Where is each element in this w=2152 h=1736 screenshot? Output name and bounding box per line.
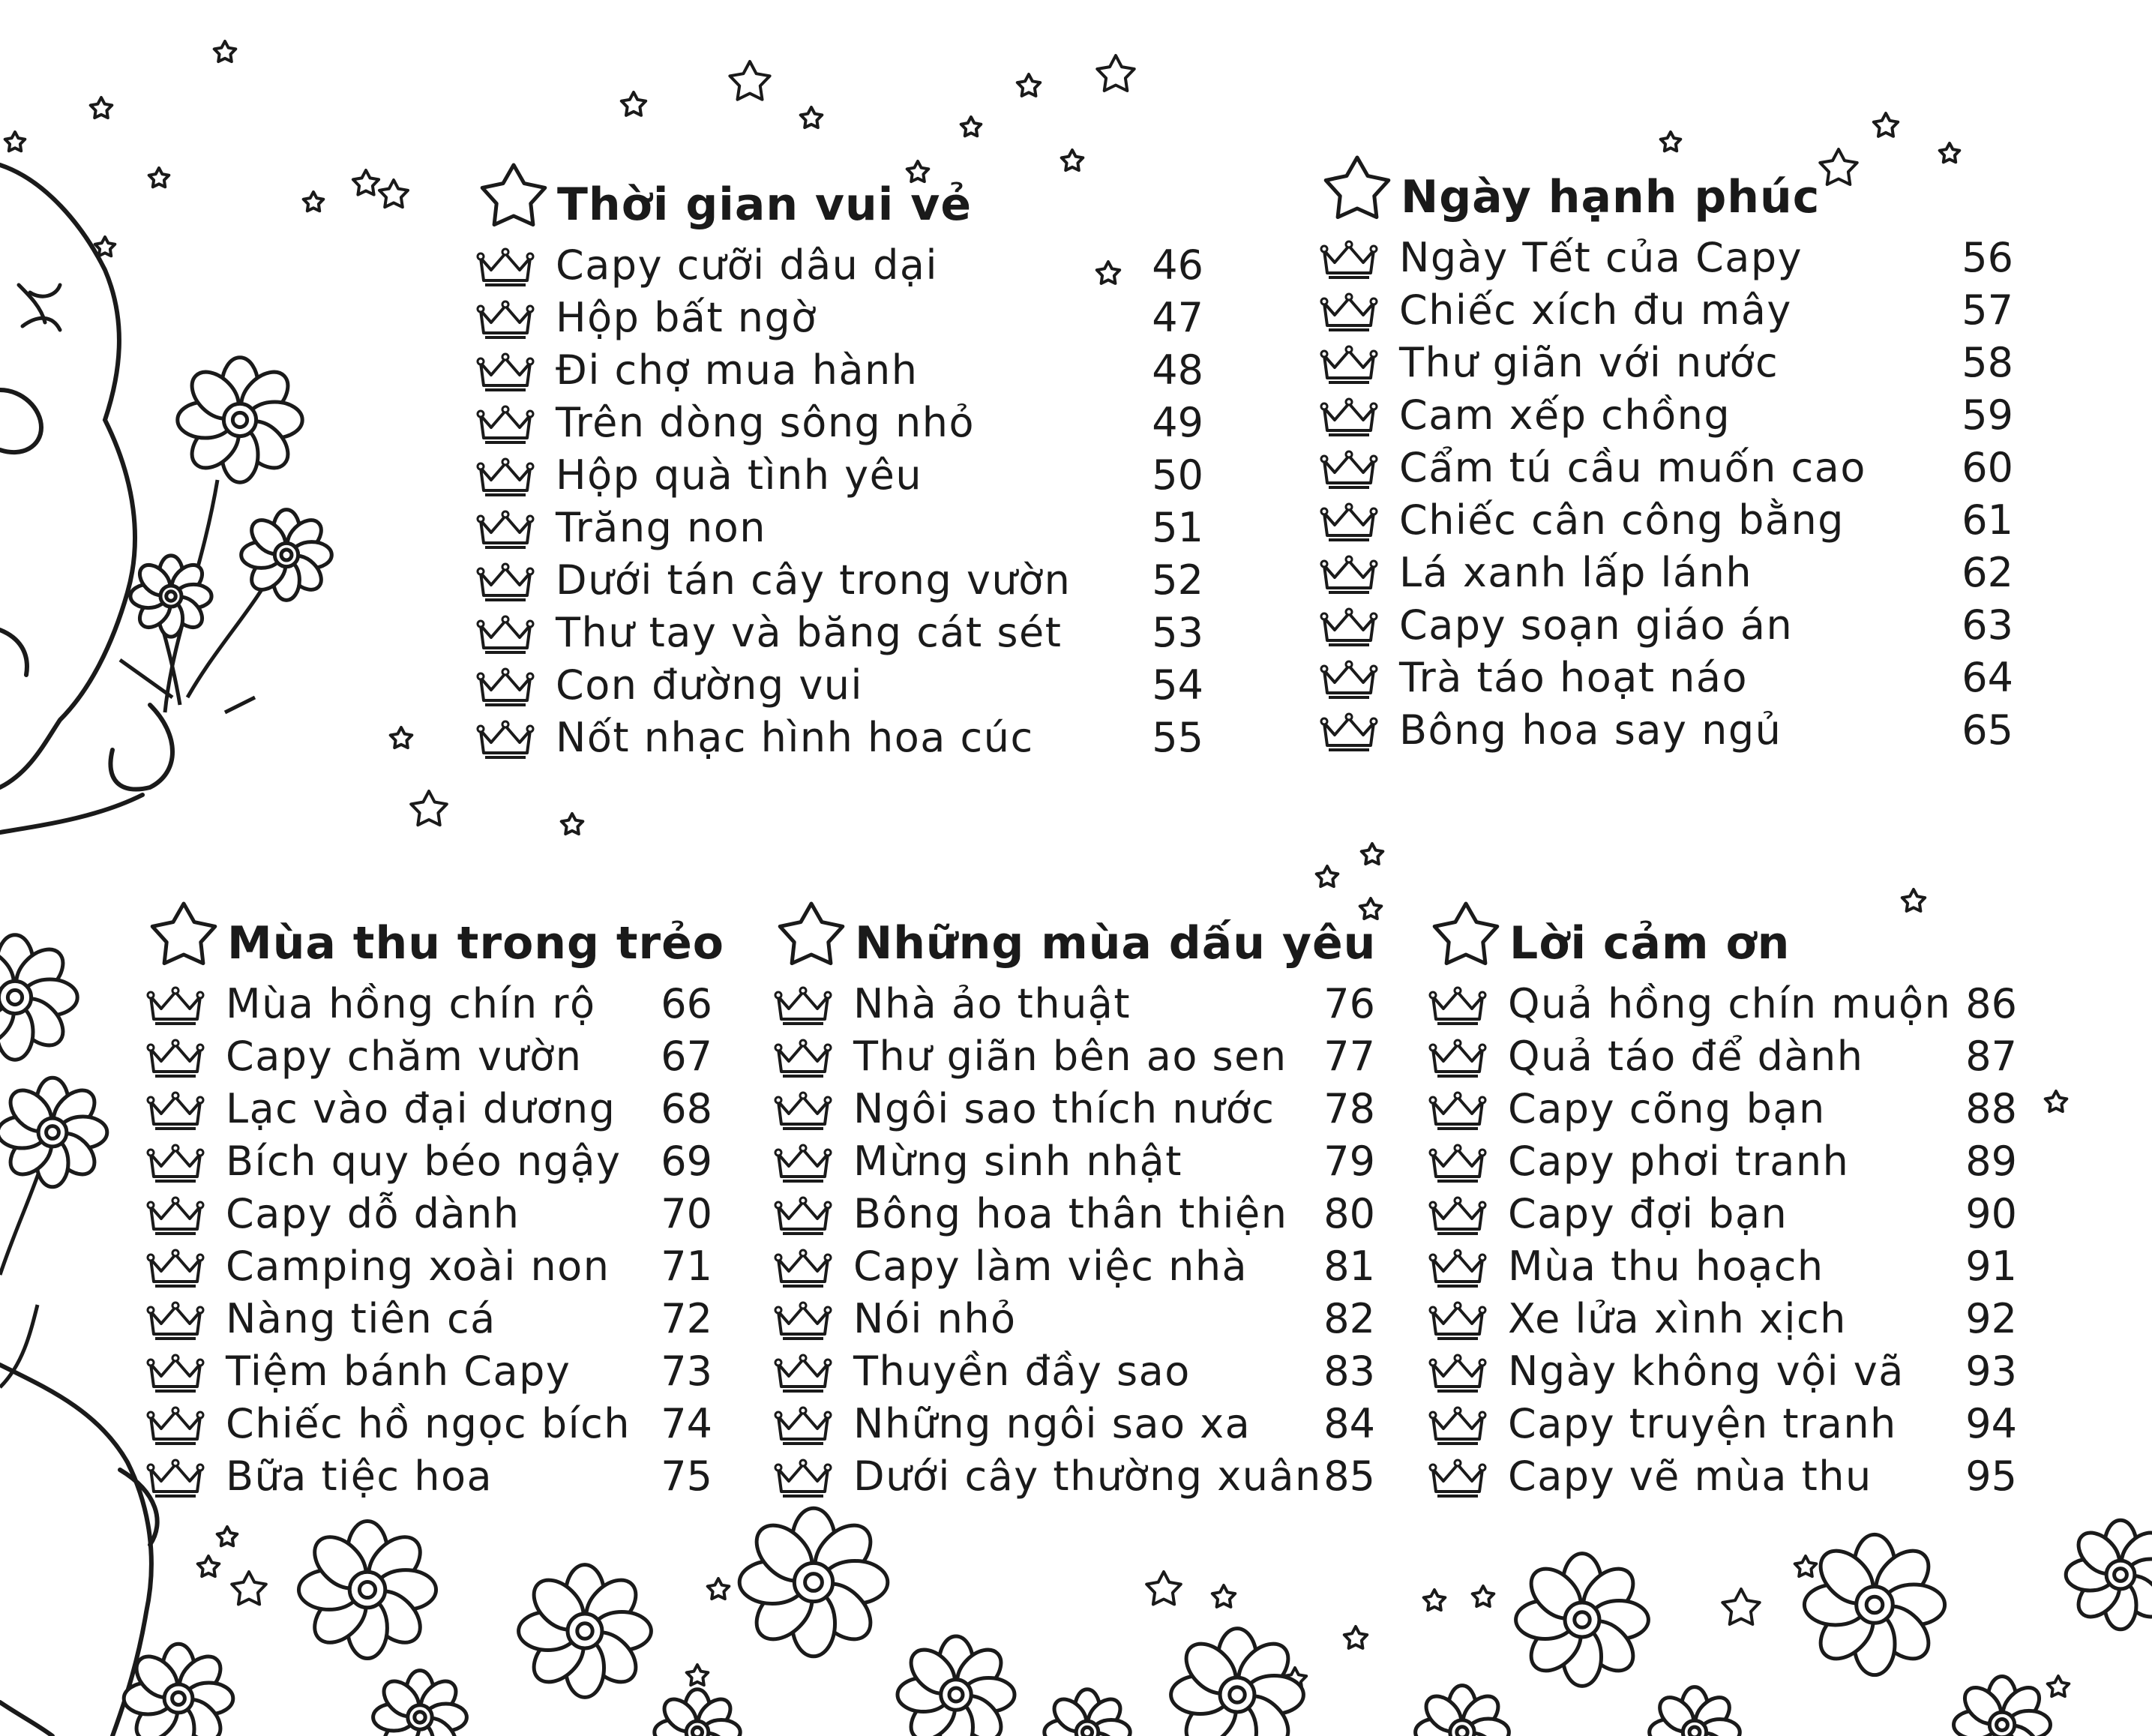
star-outline-icon <box>961 117 982 136</box>
toc-entry-title: Thuyền đầy sao <box>853 1348 1191 1395</box>
section-title: Những mùa dấu yêu <box>855 917 1377 970</box>
star-outline-icon <box>353 170 379 195</box>
toc-entry-title: Nói nhỏ <box>853 1295 1017 1342</box>
toc-entry[interactable] <box>774 1241 1375 1294</box>
toc-entry[interactable] <box>1320 285 2013 337</box>
toc-page-number: 46 <box>1152 241 1203 289</box>
toc-entry-title: Ngôi sao thích nước <box>853 1085 1275 1132</box>
toc-entry[interactable] <box>1320 600 2013 652</box>
toc-page-number: 78 <box>1323 1085 1375 1132</box>
toc-entry-title: Hộp quà tình yêu <box>556 451 923 499</box>
crown-icon <box>1320 450 1378 492</box>
crown-icon <box>146 1301 205 1343</box>
toc-page-number: 83 <box>1323 1348 1375 1395</box>
toc-page-number: 57 <box>1962 286 2013 334</box>
star-outline-icon <box>622 92 646 115</box>
star-outline-icon <box>1097 55 1134 91</box>
toc-entry[interactable] <box>1320 390 2013 442</box>
crown-icon <box>476 300 535 342</box>
toc-entry[interactable] <box>1320 547 2013 600</box>
toc-entry-title: Capy cưỡi dâu dại <box>556 241 938 289</box>
toc-entry[interactable] <box>1428 1346 2017 1399</box>
section-header <box>774 896 1375 979</box>
toc-entry[interactable] <box>476 555 1203 607</box>
toc-entry-title: Capy phơi tranh <box>1508 1138 1850 1185</box>
toc-page-number: 95 <box>1965 1453 2017 1500</box>
crown-icon <box>146 1249 205 1291</box>
toc-entry-title: Mừng sinh nhật <box>853 1138 1182 1185</box>
toc-page-number: 52 <box>1152 556 1203 604</box>
star-outline-icon <box>1795 1556 1817 1576</box>
star-outline-icon <box>687 1665 709 1685</box>
crown-icon <box>476 562 535 604</box>
section-title: Lời cảm ơn <box>1509 917 1791 970</box>
toc-page-number: 73 <box>661 1348 712 1395</box>
toc-entry-title: Nốt nhạc hình hoa cúc <box>556 714 1034 761</box>
toc-section <box>476 157 1203 765</box>
toc-page-number: 62 <box>1962 549 2013 596</box>
star-outline-icon <box>1317 866 1338 886</box>
toc-entry[interactable] <box>774 1451 1375 1504</box>
toc-list <box>774 979 1375 1504</box>
crown-icon <box>476 247 535 289</box>
crown-icon <box>476 667 535 709</box>
toc-entry[interactable] <box>476 712 1203 765</box>
toc-entry[interactable] <box>476 397 1203 450</box>
toc-entry-title: Trăng non <box>556 504 766 551</box>
crown-icon <box>1428 1144 1487 1186</box>
toc-page-number: 51 <box>1152 504 1203 551</box>
toc-entry-title: Bông hoa say ngủ <box>1399 706 1782 754</box>
crown-icon <box>476 510 535 552</box>
crown-icon <box>1320 292 1378 334</box>
toc-page-number: 58 <box>1962 339 2013 386</box>
toc-entry[interactable] <box>1320 652 2013 705</box>
toc-entry[interactable] <box>476 450 1203 502</box>
star-outline-icon <box>217 1527 238 1546</box>
toc-entry-title: Bông hoa thân thiện <box>853 1190 1288 1237</box>
toc-entry-title: Đi chợ mua hành <box>556 346 919 394</box>
toc-entry-title: Capy soạn giáo án <box>1399 601 1794 649</box>
star-outline-icon <box>1424 1590 1446 1610</box>
toc-entry-title: Camping xoài non <box>226 1243 610 1290</box>
toc-entry-title: Con đường vui <box>556 661 864 709</box>
toc-page-number: 76 <box>1323 980 1375 1027</box>
toc-entry[interactable] <box>1320 705 2013 757</box>
star-outline-icon <box>379 180 408 207</box>
toc-entry[interactable] <box>476 502 1203 555</box>
toc-entry[interactable] <box>476 345 1203 397</box>
toc-entry-title: Mùa thu hoạch <box>1508 1243 1824 1290</box>
crown-icon <box>774 1406 832 1448</box>
crown-icon <box>476 615 535 657</box>
toc-entry-title: Hộp bất ngờ <box>556 294 817 341</box>
toc-entry[interactable] <box>146 1294 712 1346</box>
crown-icon <box>1320 397 1378 439</box>
toc-page-number: 75 <box>661 1453 712 1500</box>
toc-page-number: 68 <box>661 1085 712 1132</box>
toc-entry[interactable] <box>1428 1136 2017 1189</box>
toc-page-number: 89 <box>1965 1138 2017 1185</box>
flower-outline-icon <box>241 510 332 601</box>
crown-icon <box>1320 607 1378 649</box>
toc-entry[interactable] <box>1428 1084 2017 1136</box>
toc-page-number: 70 <box>661 1190 712 1237</box>
crown-icon <box>1320 502 1378 544</box>
crown-icon <box>774 1459 832 1501</box>
toc-entry-title: Thư giãn với nước <box>1399 339 1779 386</box>
toc-page-number: 74 <box>661 1400 712 1447</box>
crown-icon <box>1320 712 1378 754</box>
toc-list <box>1428 979 2017 1504</box>
star-outline-icon <box>232 1572 266 1604</box>
crown-icon <box>1320 555 1378 597</box>
crown-icon <box>1428 1354 1487 1396</box>
section-header <box>1320 150 2013 232</box>
crown-icon <box>1428 1301 1487 1343</box>
toc-page-number: 84 <box>1323 1400 1375 1447</box>
toc-page-number: 81 <box>1323 1243 1375 1290</box>
star-outline-icon <box>214 41 236 61</box>
section-header <box>1428 896 2017 979</box>
toc-entry-title: Trên dòng sông nhỏ <box>556 399 975 446</box>
toc-entry-title: Capy chăm vườn <box>226 1033 583 1080</box>
crown-icon <box>774 1144 832 1186</box>
star-outline-icon <box>146 896 221 971</box>
crown-icon <box>476 457 535 499</box>
crown-icon <box>774 1354 832 1396</box>
crown-icon <box>774 1039 832 1081</box>
toc-entry[interactable] <box>146 1136 712 1189</box>
star-outline-icon <box>2046 1091 2067 1111</box>
star-outline-icon <box>1018 74 1040 96</box>
flower-outline-icon <box>373 1671 467 1736</box>
flower-outline-icon <box>1416 1686 1509 1736</box>
toc-entry-title: Capy vẽ mùa thu <box>1508 1453 1872 1500</box>
toc-entry[interactable] <box>1428 1294 2017 1346</box>
star-outline-icon <box>304 192 324 211</box>
toc-entry[interactable] <box>146 1241 712 1294</box>
toc-entry-title: Ngày Tết của Capy <box>1399 234 1803 281</box>
flower-outline-icon <box>1516 1554 1649 1687</box>
section-header <box>146 896 725 979</box>
toc-entry-title: Chiếc xích đu mây <box>1399 286 1792 334</box>
toc-page-number: 64 <box>1962 654 2013 701</box>
toc-entry-title: Nhà ảo thuật <box>853 980 1131 1027</box>
toc-entry[interactable] <box>146 1084 712 1136</box>
star-outline-icon <box>562 814 583 834</box>
toc-entry-title: Những ngôi sao xa <box>853 1400 1251 1447</box>
crown-icon <box>774 1301 832 1343</box>
flower-outline-icon <box>1045 1690 1130 1736</box>
star-outline-icon <box>1874 113 1898 136</box>
toc-entry-title: Cam xếp chồng <box>1399 391 1731 439</box>
toc-entry[interactable] <box>774 1294 1375 1346</box>
toc-entry-title: Capy dỗ dành <box>226 1190 520 1237</box>
toc-page-number: 60 <box>1962 444 2013 491</box>
toc-page-number: 54 <box>1152 661 1203 709</box>
star-outline-icon <box>801 107 823 127</box>
toc-page-number: 59 <box>1962 391 2013 439</box>
toc-list <box>1320 232 2013 757</box>
star-outline-icon <box>1320 150 1395 225</box>
star-outline-icon <box>411 791 447 825</box>
toc-page-number: 94 <box>1965 1400 2017 1447</box>
toc-entry-title: Tiệm bánh Capy <box>226 1348 571 1395</box>
crown-icon <box>146 1406 205 1448</box>
toc-entry-title: Capy cõng bạn <box>1508 1085 1826 1132</box>
crown-icon <box>774 1249 832 1291</box>
toc-entry[interactable] <box>146 1451 712 1504</box>
toc-page-number: 82 <box>1323 1295 1375 1342</box>
crown-icon <box>146 986 205 1028</box>
toc-entry[interactable] <box>774 1346 1375 1399</box>
toc-entry-title: Dưới cây thường xuân <box>853 1453 1322 1500</box>
toc-entry[interactable] <box>146 1031 712 1084</box>
toc-entry[interactable] <box>774 1136 1375 1189</box>
crown-icon <box>146 1354 205 1396</box>
crown-icon <box>1428 1091 1487 1133</box>
toc-entry[interactable] <box>476 240 1203 292</box>
star-outline-icon <box>95 237 115 256</box>
flower-outline-icon <box>655 1690 740 1736</box>
crown-icon <box>146 1039 205 1081</box>
toc-page-number: 86 <box>1965 980 2017 1027</box>
toc-entry[interactable] <box>146 979 712 1031</box>
flower-outline-icon <box>298 1521 436 1658</box>
toc-page-number: 61 <box>1962 496 2013 544</box>
flower-outline-icon <box>1171 1629 1304 1736</box>
toc-entry[interactable] <box>146 1346 712 1399</box>
toc-entry-title: Chiếc cân công bằng <box>1399 496 1845 544</box>
flower-outline-icon <box>2066 1520 2152 1630</box>
star-outline-icon <box>2048 1676 2070 1696</box>
crown-icon <box>1428 1459 1487 1501</box>
toc-page-number: 88 <box>1965 1085 2017 1132</box>
crown-icon <box>1428 1406 1487 1448</box>
star-outline-icon <box>91 97 112 118</box>
toc-page-number: 48 <box>1152 346 1203 394</box>
star-outline-icon <box>391 727 412 748</box>
toc-entry-title: Thư giãn bên ao sen <box>853 1033 1287 1080</box>
section-header <box>476 157 1203 240</box>
toc-page-number: 93 <box>1965 1348 2017 1395</box>
star-outline-icon <box>730 61 769 100</box>
flower-outline-icon <box>1650 1687 1740 1736</box>
toc-entry[interactable] <box>774 1084 1375 1136</box>
toc-entry-title: Capy đợi bạn <box>1508 1190 1788 1237</box>
crown-icon <box>476 720 535 762</box>
flower-outline-icon <box>739 1508 888 1657</box>
toc-page-number: 91 <box>1965 1243 2017 1290</box>
section-title: Ngày hạnh phúc <box>1401 171 1821 223</box>
toc-page-number: 71 <box>661 1243 712 1290</box>
toc-entry[interactable] <box>476 292 1203 345</box>
toc-entry-title: Lá xanh lấp lánh <box>1399 549 1753 596</box>
toc-entry-title: Xe lửa xình xịch <box>1508 1295 1847 1342</box>
toc-entry[interactable] <box>1320 495 2013 547</box>
star-outline-icon <box>476 157 551 232</box>
crown-icon <box>774 1196 832 1238</box>
toc-entry-title: Nàng tiên cá <box>226 1295 496 1342</box>
star-outline-icon <box>1722 1589 1759 1624</box>
toc-entry[interactable] <box>774 979 1375 1031</box>
toc-entry-title: Thư tay và băng cát sét <box>556 609 1063 656</box>
toc-page-number: 77 <box>1323 1033 1375 1080</box>
star-outline-icon <box>708 1579 730 1599</box>
crown-icon <box>476 405 535 447</box>
flower-outline-icon <box>130 556 211 637</box>
flower-outline-icon <box>178 358 302 482</box>
crown-icon <box>1428 1196 1487 1238</box>
crown-icon <box>1428 1039 1487 1081</box>
crown-icon <box>146 1144 205 1186</box>
star-outline-icon <box>1146 1572 1181 1604</box>
toc-entry-title: Trà táo hoạt náo <box>1399 654 1749 701</box>
toc-entry[interactable] <box>1428 1241 2017 1294</box>
toc-page-number: 69 <box>661 1138 712 1185</box>
star-outline-icon <box>5 132 25 151</box>
toc-entry[interactable] <box>1428 1189 2017 1241</box>
star-outline-icon <box>774 896 849 971</box>
toc-page-number: 92 <box>1965 1295 2017 1342</box>
crown-icon <box>1428 1249 1487 1291</box>
toc-page-number: 80 <box>1323 1190 1375 1237</box>
crown-icon <box>146 1196 205 1238</box>
crown-icon <box>146 1459 205 1501</box>
toc-page-number: 56 <box>1962 234 2013 281</box>
flower-outline-icon <box>0 935 77 1060</box>
toc-page-number: 49 <box>1152 399 1203 446</box>
toc-entry-title: Quả táo để dành <box>1508 1033 1864 1080</box>
toc-entry-title: Mùa hồng chín rộ <box>226 980 596 1027</box>
toc-section <box>146 896 725 1504</box>
toc-entry-title: Dưới tán cây trong vườn <box>556 556 1072 604</box>
toc-entry[interactable] <box>1428 1031 2017 1084</box>
crown-icon <box>1320 660 1378 702</box>
crown-icon <box>1428 986 1487 1028</box>
toc-section <box>774 896 1375 1504</box>
toc-entry[interactable] <box>1320 232 2013 285</box>
toc-entry-title: Quả hồng chín muộn <box>1508 980 1952 1027</box>
star-outline-icon <box>1344 1627 1367 1648</box>
toc-page-number: 79 <box>1323 1138 1375 1185</box>
star-outline-icon <box>1362 844 1383 864</box>
toc-page-number: 72 <box>661 1295 712 1342</box>
toc-page-number: 47 <box>1152 294 1203 341</box>
toc-entry-title: Lạc vào đại dương <box>226 1085 616 1132</box>
toc-page-number: 50 <box>1152 451 1203 499</box>
toc-list <box>476 240 1203 765</box>
toc-entry-title: Capy truyện tranh <box>1508 1400 1897 1447</box>
star-outline-icon <box>1661 132 1681 151</box>
toc-page-number: 63 <box>1962 601 2013 649</box>
star-outline-icon <box>149 168 169 187</box>
crown-icon <box>774 986 832 1028</box>
toc-entry[interactable] <box>774 1399 1375 1451</box>
star-outline-icon <box>1473 1586 1494 1606</box>
toc-entry[interactable] <box>476 607 1203 660</box>
toc-entry-title: Ngày không vội vã <box>1508 1348 1905 1395</box>
toc-entry[interactable] <box>1428 1451 2017 1504</box>
toc-page-number: 90 <box>1965 1190 2017 1237</box>
toc-entry[interactable] <box>1320 442 2013 495</box>
toc-entry-title: Bữa tiệc hoa <box>226 1453 493 1500</box>
toc-entry[interactable] <box>774 1189 1375 1241</box>
flower-outline-icon <box>124 1644 233 1736</box>
toc-section <box>1428 896 2017 1504</box>
toc-entry-title: Chiếc hồ ngọc bích <box>226 1400 631 1447</box>
toc-page-number: 65 <box>1962 706 2013 754</box>
crown-icon <box>476 352 535 394</box>
toc-entry[interactable] <box>476 660 1203 712</box>
toc-page-number: 87 <box>1965 1033 2017 1080</box>
toc-page-number: 55 <box>1152 714 1203 761</box>
section-title: Mùa thu trong trẻo <box>227 917 725 970</box>
toc-entry-title: Cẩm tú cầu muốn cao <box>1399 444 1866 491</box>
toc-page-number: 85 <box>1323 1453 1375 1500</box>
toc-entry[interactable] <box>1428 979 2017 1031</box>
toc-entry[interactable] <box>774 1031 1375 1084</box>
section-title: Thời gian vui vẻ <box>557 178 973 231</box>
toc-entry[interactable] <box>1320 337 2013 390</box>
toc-entry[interactable] <box>1428 1399 2017 1451</box>
crown-icon <box>146 1091 205 1133</box>
toc-entry[interactable] <box>146 1399 712 1451</box>
flower-outline-icon <box>898 1636 1015 1736</box>
flower-outline-icon <box>519 1565 652 1698</box>
flower-outline-icon <box>1954 1677 2051 1736</box>
toc-entry[interactable] <box>146 1189 712 1241</box>
toc-section <box>1320 150 2013 757</box>
flower-outline-icon <box>0 1078 107 1187</box>
star-outline-icon <box>1428 896 1503 971</box>
crown-icon <box>1320 345 1378 387</box>
flower-outline-icon <box>1804 1534 1944 1675</box>
crown-icon <box>1320 240 1378 282</box>
toc-page-number: 67 <box>661 1033 712 1080</box>
crown-icon <box>774 1091 832 1133</box>
toc-entry-title: Bích quy béo ngậy <box>226 1138 622 1185</box>
toc-page-number: 66 <box>661 980 712 1027</box>
star-outline-icon <box>198 1556 220 1576</box>
toc-entry-title: Capy làm việc nhà <box>853 1243 1248 1290</box>
star-outline-icon <box>1212 1585 1235 1607</box>
toc-list <box>146 979 712 1504</box>
toc-page-number: 53 <box>1152 609 1203 656</box>
